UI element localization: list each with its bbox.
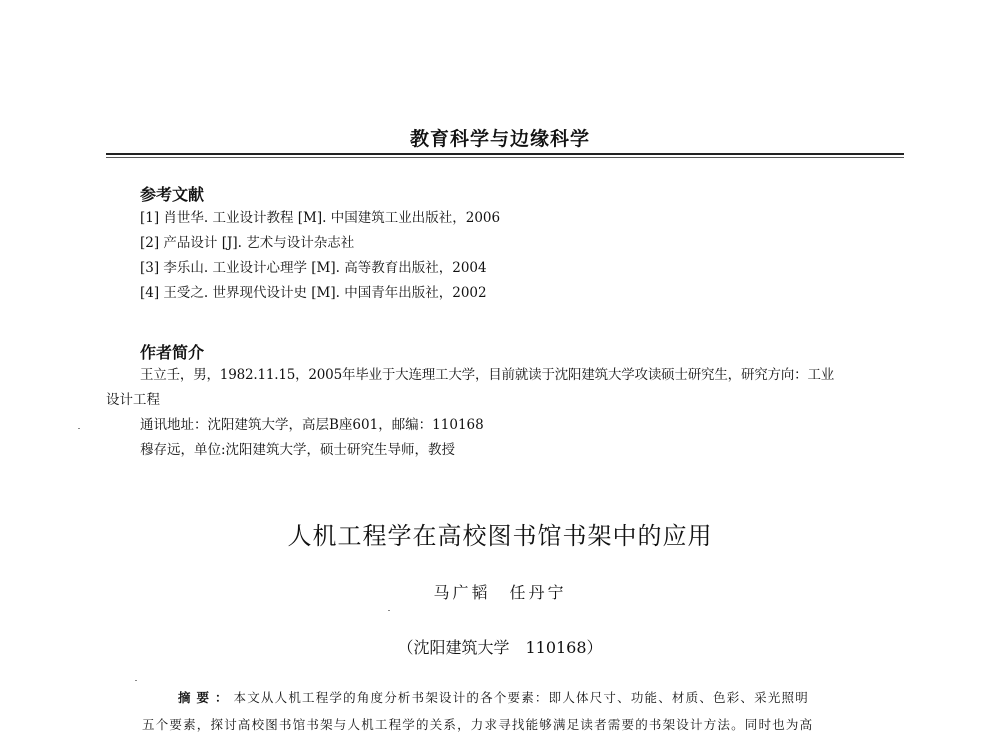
- scan-speck: [78, 428, 80, 429]
- abstract-second-line: 五个要素，探讨高校图书馆书架与人机工程学的关系，力求寻找能够满足读者需要的书架设计方法。同时也为高: [142, 717, 814, 732]
- reference-item-2: [2] 产品设计 [J]. 艺术与设计杂志社: [140, 235, 355, 251]
- author-bio-line-continued: 设计工程: [106, 392, 160, 408]
- article-authors: 马广韬 任丹宁: [433, 583, 567, 602]
- article-affiliation: （沈阳建筑大学 110168）: [397, 638, 603, 657]
- references-heading: 参考文献: [140, 185, 205, 204]
- scan-speck: [135, 680, 137, 681]
- author-address: 通讯地址：沈阳建筑大学，高层B座601，邮编：110168: [140, 417, 484, 433]
- article-title: 人机工程学在高校图书馆书架中的应用: [287, 522, 713, 550]
- abstract-text-1: 本文从人机工程学的角度分析书架设计的各个要素：即人体尺寸、功能、材质、色彩、采光照明: [233, 690, 809, 705]
- abstract-label: 摘要：: [178, 690, 234, 705]
- reference-item-1: [1] 肖世华. 工业设计教程 [M]. 中国建筑工业出版社，2006: [140, 210, 501, 226]
- reference-item-3: [3] 李乐山. 工业设计心理学 [M]. 高等教育出版社，2004: [140, 260, 487, 276]
- header-rule-thin: [106, 157, 904, 158]
- supervisor-info: 穆存远，单位:沈阳建筑大学，硕士研究生导师，教授: [140, 442, 456, 458]
- abstract-first-line: [178, 688, 809, 706]
- scan-speck: [388, 610, 390, 611]
- header-rule-thick: [106, 153, 904, 155]
- author-bio-line: 王立壬，男，1982.11.15，2005年毕业于大连理工大学，目前就读于沈阳建筑大学攻读硕士研究生，研究方向：工业: [140, 367, 835, 383]
- journal-section-title: 教育科学与边缘科学: [409, 128, 590, 150]
- reference-item-4: [4] 王受之. 世界现代设计史 [M]. 中国青年出版社，2002: [140, 285, 487, 301]
- author-bio-heading: 作者简介: [140, 343, 205, 362]
